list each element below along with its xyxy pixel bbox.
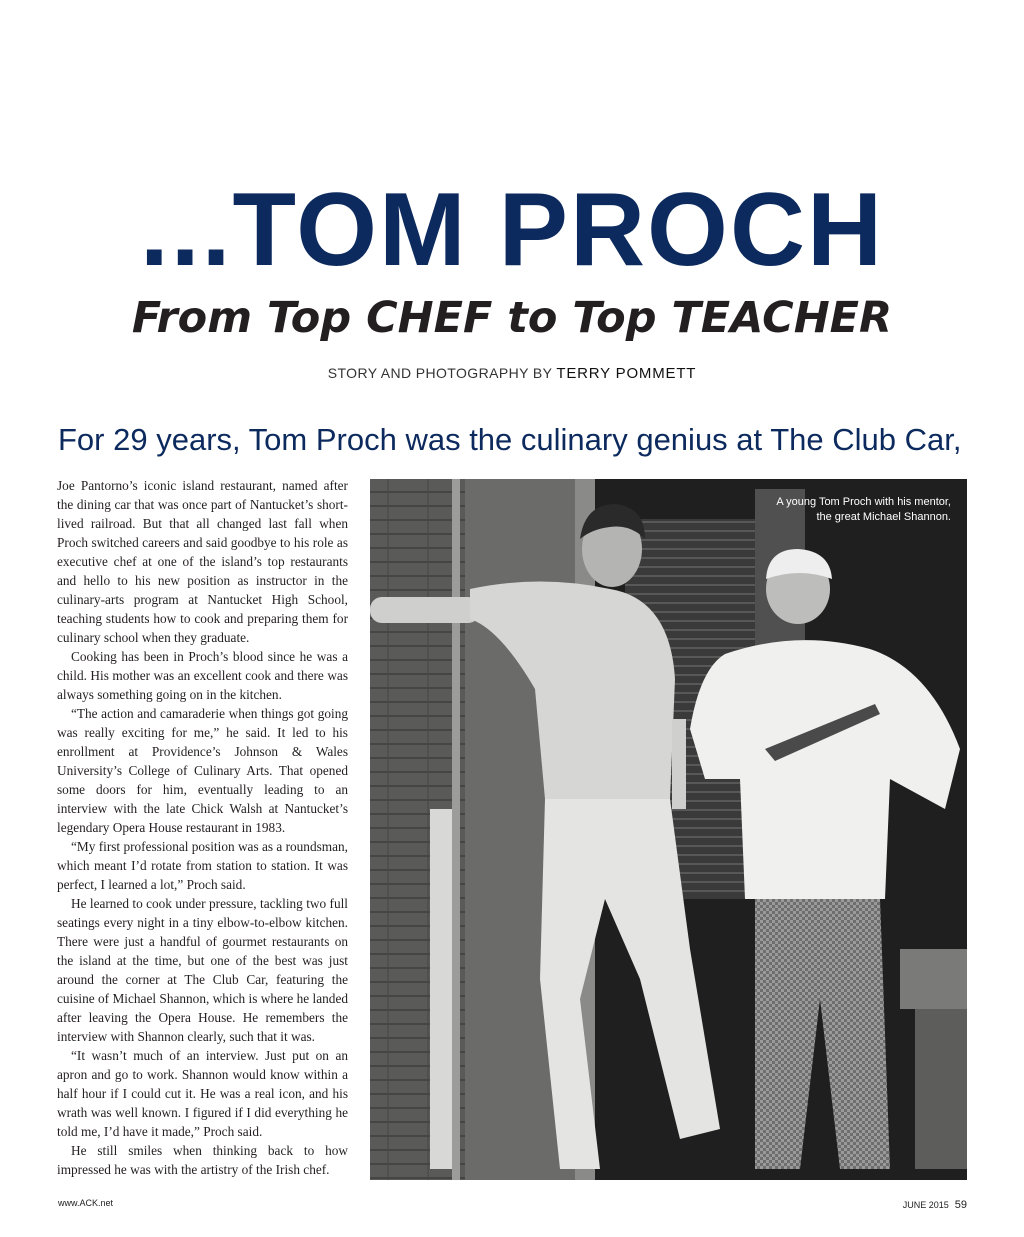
page-title: ...TOM PROCH — [139, 172, 885, 288]
body-paragraph: He learned to cook under pressure, tackling two full seatings every night in a tiny elbow-to-elbow kitchen. There were just a handful of gourmet restaurants on the island at the time, but one of the best was just around the corner at The Club Car, featuring the cuisine of Michael Shannon, which is where he landed after leaving the Opera House. He remembers the interview with Shannon clearly, such that it was. — [57, 896, 348, 1044]
byline-author: TERRY POMMETT — [556, 365, 697, 382]
body-column — [57, 476, 348, 1179]
footer-url: www.ACK.net — [58, 1198, 114, 1208]
photo-illustration — [370, 479, 967, 1180]
body-paragraph: Cooking has been in Proch’s blood since he was a child. His mother was an excellent cook and there was always something going on in the kitchen. — [57, 649, 348, 702]
body-paragraph: “The action and camaraderie when things got going was really exciting for me,” he said. It led to his enrollment at Providence’s Johnson & Wales University’s College of Culinary Arts. That opened some doors for him, eventually leading to an interview with the late Chick Walsh at Nantucket’s legendary Opera House restaurant in 1983. — [57, 706, 348, 835]
body-paragraph: Joe Pantorno’s iconic island restaurant, named after the dining car that was once part of Nantucket’s short-lived railroad. But that all changed last fall when Proch switched careers and said goodbye to his role as executive chef at one of the island’s top restaurants and hello to his new position as instructor in the culinary-arts program at Nantucket High School, teaching students how to cook and preparing them for culinary school when they graduate. — [57, 478, 348, 645]
page-number: 59 — [954, 1199, 967, 1211]
footer-date: JUNE 2015 — [902, 1200, 949, 1210]
caption-line: the great Michael Shannon. — [816, 511, 951, 523]
body-paragraph: “My first professional position was as a roundsman, which meant I’d rotate from station to station. It was perfect, I learned a lot,” Proch said. — [57, 839, 348, 892]
subtitle: From Top CHEF to Top TEACHER — [131, 293, 893, 343]
photo-caption — [731, 495, 951, 525]
byline — [0, 365, 1024, 382]
body-paragraph: He still smiles when thinking back to how impressed he was with the artistry of the Irish chef. — [57, 1143, 348, 1177]
deck-headline: For 29 years, Tom Proch was the culinary genius at The Club Car, — [58, 422, 962, 457]
footer-folio — [903, 1195, 967, 1213]
byline-prefix: STORY AND PHOTOGRAPHY BY — [327, 365, 553, 381]
caption-line: A young Tom Proch with his mentor, — [776, 496, 951, 508]
photo — [370, 479, 967, 1180]
body-paragraph: “It wasn’t much of an interview. Just put on an apron and go to work. Shannon would know within a half hour if I could cut it. He was a real icon, and his wrath was well known. I figured if I did everything he told me, I’d have it made,” Proch said. — [57, 1048, 348, 1139]
